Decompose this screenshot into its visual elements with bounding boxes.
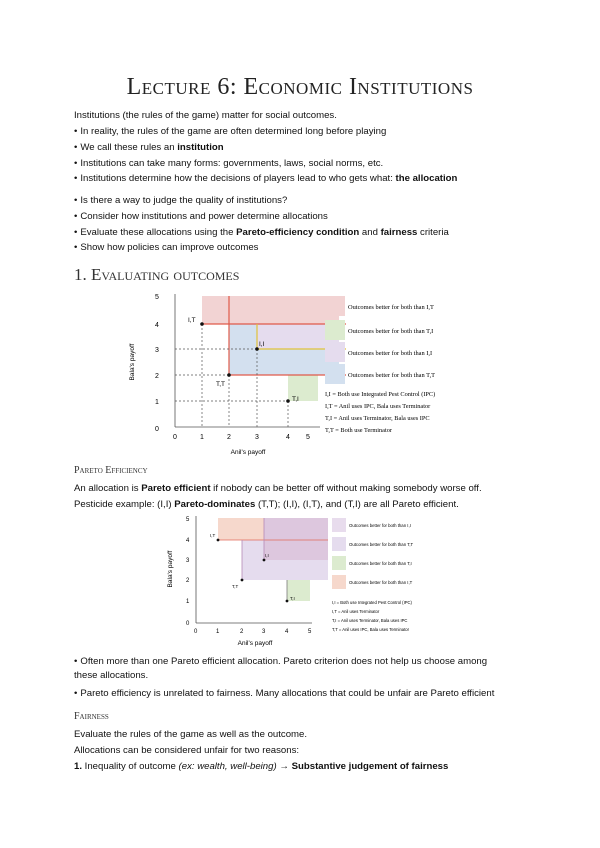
- point-label: I,I: [259, 341, 265, 348]
- intro-lead: Institutions (the rules of the game) matter for social outcomes.: [74, 110, 337, 121]
- fairness-line-2: Allocations can be considered unfair for two reasons:: [74, 745, 300, 756]
- text: (T,T); (I,I), (I,T), and (T,I) are all Pareto efficient.: [255, 499, 459, 510]
- y-tick: 0: [155, 426, 159, 433]
- legend-swatch: [325, 364, 345, 384]
- pareto-definition: [74, 483, 482, 495]
- x-axis-label: Anil's payoff: [230, 449, 266, 456]
- bullet-bold: Pareto-efficiency condition: [236, 227, 360, 238]
- legend-label: Outcomes better for both than T,T: [348, 372, 436, 379]
- bold-text: Pareto efficient: [141, 483, 211, 494]
- point-label: T,I: [290, 596, 295, 601]
- x-tick: 1: [216, 629, 220, 635]
- legend-swatch: [325, 296, 345, 316]
- text: An allocation is: [74, 483, 142, 494]
- pareto-bullet-1: [74, 655, 534, 683]
- bullet-text: In reality, the rules of the game are often determined long before playing: [80, 126, 387, 137]
- x-tick: 2: [240, 629, 244, 635]
- bullet-text: Institutions can take many forms: governments, laws, social norms, etc.: [80, 158, 384, 169]
- region-better-than-it: [202, 296, 339, 324]
- point-label: I,T: [188, 317, 196, 324]
- legend-label: Outcomes better for both than I,T: [349, 580, 413, 585]
- intro-bullet: [74, 142, 224, 154]
- x-tick: 5: [308, 629, 312, 635]
- italic-text: (ex: wealth, well-being): [178, 761, 277, 772]
- x-axis-label: Anil's payoff: [237, 640, 273, 647]
- y-tick: 1: [155, 399, 159, 406]
- intro-bullet: [74, 195, 287, 207]
- point-ti: [286, 600, 289, 603]
- section-heading: 1. Evaluating outcomes: [74, 265, 240, 284]
- legend-note: T,T = Both use Terminator: [325, 427, 392, 434]
- x-tick: 2: [227, 434, 231, 441]
- legend-note: T,I = Anil uses Terminator, Bala uses IPC: [332, 618, 408, 623]
- intro-bullet: [74, 227, 449, 239]
- legend-swatch: [325, 342, 345, 362]
- point-it: [217, 539, 220, 542]
- bullet-bold: fairness: [380, 227, 418, 238]
- bullet-text: and: [359, 227, 381, 238]
- arrow: →: [276, 761, 292, 772]
- point-label: I,I: [265, 553, 269, 558]
- point-ii: [263, 559, 266, 562]
- fairness-heading: Fairness: [74, 711, 109, 722]
- y-tick: 2: [186, 578, 190, 584]
- y-tick: 1: [186, 599, 190, 605]
- y-axis-label: Bala's payoff: [129, 343, 136, 381]
- legend-note: I,I = Both use Integrated Pest Control (IPC): [332, 600, 412, 605]
- x-tick: 4: [285, 629, 289, 635]
- legend-label: Outcomes better for both than T,I: [348, 328, 434, 335]
- y-tick: 5: [155, 294, 159, 301]
- fairness-line-1: Evaluate the rules of the game as well as the outcome.: [74, 729, 308, 740]
- y-tick: 4: [155, 322, 159, 329]
- bullet-text: • Often more than one Pareto efficient allocation. Pareto criterion does not help us choose among: [74, 656, 487, 667]
- y-tick: 5: [186, 517, 190, 523]
- legend-swatch: [332, 537, 346, 551]
- region-better-than-ii: [264, 518, 328, 560]
- bullet-text: We call these rules an: [80, 142, 178, 153]
- point-label: I,T: [210, 533, 216, 538]
- point-ti: [286, 399, 290, 403]
- y-tick: 3: [155, 347, 159, 354]
- intro-bullet: [74, 173, 457, 185]
- bullet-text: Pareto efficiency is unrelated to fairness. Many allocations that could be unfair are Pareto efficient: [80, 688, 495, 699]
- legend-swatch: [325, 320, 345, 340]
- legend-1: [325, 296, 435, 434]
- x-tick: 0: [173, 434, 177, 441]
- fairness-line-3: [74, 761, 448, 773]
- bullet-text: these allocations.: [74, 670, 149, 681]
- intro-bullet: [74, 158, 383, 170]
- intro-bullet: [74, 242, 258, 254]
- legend-label: Outcomes better for both than I,I: [348, 350, 433, 357]
- bullet-bold: the allocation: [395, 173, 458, 184]
- payoff-chart-1: [120, 290, 520, 462]
- y-axis-label: Bala's payoff: [167, 550, 174, 588]
- point-label: T,I: [292, 396, 299, 403]
- legend-label: Outcomes better for both than I,I: [349, 523, 411, 528]
- text: if nobody can be better off without making somebody worse off.: [210, 483, 482, 494]
- pareto-heading: Pareto Efficiency: [74, 465, 148, 476]
- legend-swatch: [332, 518, 346, 532]
- bullet-text: Evaluate these allocations using the: [80, 227, 237, 238]
- y-tick: 4: [186, 538, 190, 544]
- payoff-chart-2: [160, 513, 480, 648]
- y-tick: 2: [155, 373, 159, 380]
- bullet-text: Show how policies can improve outcomes: [80, 242, 259, 253]
- bold-text: Substantive judgement of fairness: [291, 761, 449, 772]
- pareto-example: [74, 499, 459, 511]
- legend-swatch: [332, 556, 346, 570]
- intro-bullet: [74, 211, 328, 223]
- x-tick: 5: [306, 434, 310, 441]
- pareto-bullet-2: [74, 688, 494, 700]
- point-tt: [241, 579, 244, 582]
- x-tick: 1: [200, 434, 204, 441]
- bullet-text: Is there a way to judge the quality of institutions?: [80, 195, 288, 206]
- x-tick: 3: [262, 629, 266, 635]
- legend-label: Outcomes better for both than I,T: [348, 304, 434, 311]
- legend-note: T,I = Anil uses Terminator, Bala uses IPC: [325, 415, 430, 422]
- legend-note: I,T = Anil uses IPC, Bala uses Terminator: [325, 403, 431, 410]
- page-title: Lecture 6: Economic Institutions: [126, 74, 474, 100]
- text: Inequality of outcome: [82, 761, 179, 772]
- point-it: [200, 322, 204, 326]
- x-tick: 4: [286, 434, 290, 441]
- bullet-text: Consider how institutions and power determine allocations: [80, 211, 328, 222]
- point-label: T,T: [216, 381, 226, 388]
- intro-bullet: [74, 126, 386, 138]
- legend-note: I,I = Both use Integrated Pest Control (IPC): [325, 391, 436, 398]
- legend-note: T,T = Anil uses IPC, Bala uses Terminator: [332, 627, 409, 632]
- legend-2: [332, 518, 414, 632]
- y-tick: 3: [186, 558, 190, 564]
- x-tick: 3: [255, 434, 259, 441]
- list-number: 1.: [74, 761, 83, 772]
- point-label: T,T: [232, 584, 239, 589]
- legend-label: Outcomes better for both than T,T: [349, 542, 414, 547]
- bold-text: Pareto-dominates: [174, 499, 256, 510]
- legend-note: I,T = Anil uses Terminator: [332, 609, 380, 614]
- y-tick: 0: [186, 621, 190, 627]
- legend-label: Outcomes better for both than T,I: [349, 561, 412, 566]
- text: Pesticide example: (I,I): [74, 499, 175, 510]
- x-tick: 0: [194, 629, 198, 635]
- legend-swatch: [332, 575, 346, 589]
- bullet-bold: institution: [177, 142, 224, 153]
- bullet-text: criteria: [417, 227, 449, 238]
- point-tt: [227, 373, 231, 377]
- bullet-text: Institutions determine how the decisions of players lead to who gets what:: [80, 173, 396, 184]
